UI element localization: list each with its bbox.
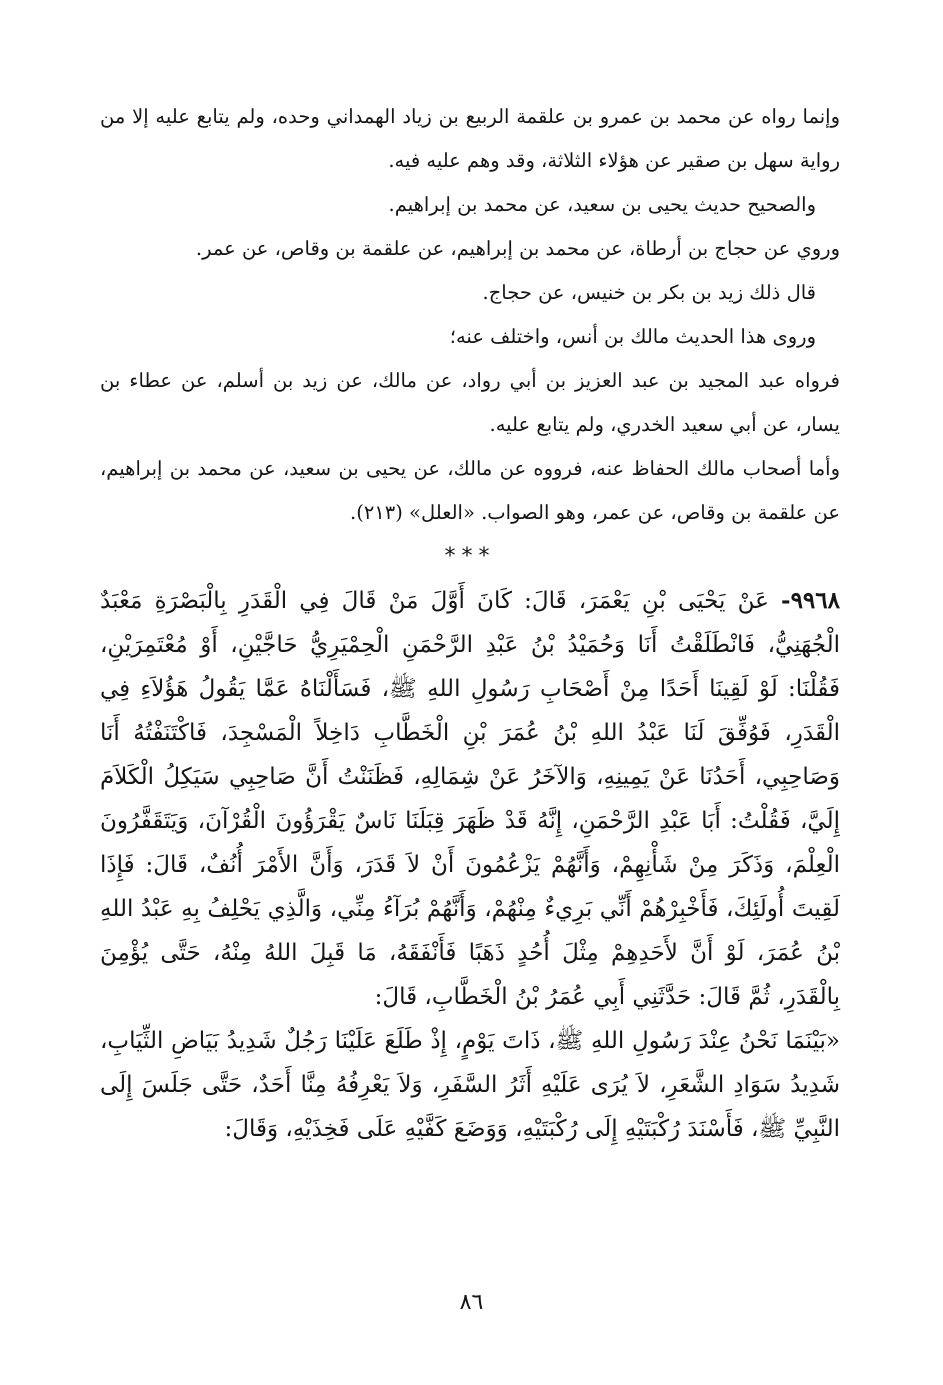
note-paragraph: قال ذلك زيد بن بكر بن خنيس، عن حجاج. [482,281,816,304]
note-paragraph: فرواه عبد المجيد بن عبد العزيز بن أبي رواد، عن مالك، عن زيد بن أسلم، عن عطاء بن يسار، عن أبي سعيد الخدري، ولم يتابع عليه. [100,369,840,436]
page-number: ٨٦ [459,1290,484,1315]
note-paragraph: والصحيح حديث يحيى بن سعيد، عن محمد بن إبراهيم. [388,193,816,216]
note-paragraph: وروي عن حجاج بن أرطاة، عن محمد بن إبراهيم، عن علقمة بن وقاص، عن عمر. [195,237,840,260]
note-paragraph: وأما أصحاب مالك الحفاظ عنه، فرووه عن مالك، عن يحيى بن سعيد، عن محمد بن إبراهيم، عن علقمة بن وقاص، عن عمر، وهو الصواب. «العلل» (٢١٣). [100,457,840,524]
section-separator: *** [444,544,496,569]
hadith-number: ٩٩٦٨- [781,587,840,614]
hadith-text: عَنْ يَحْيَى بْنِ يَعْمَرَ، قَالَ: كَانَ أَوَّلَ مَنْ قَالَ فِي الْقَدَرِ بِالْبَصْرَةِ مَعْبَدٌ الْجُهَنِيُّ، فَانْطَلَقْتُ أَنَا وَحُمَيْدُ بْنُ عَبْدِ الرَّحْمَنِ الْحِمْيَرِيُّ حَاجَّيْنِ، أَوْ مُعْتَمِرَيْنِ، فَقُلْنَا: لَوْ لَقِينَا أَحَدًا مِنْ أَصْحَابِ رَسُولِ اللهِ ﷺ، فَسَأَلْنَاهُ عَمَّا يَقُولُ هَؤُلاَءِ فِي الْقَدَرِ، فَوُفِّقَ لَنَا عَبْدُ اللهِ بْنُ عُمَرَ بْنِ الْخَطَّابِ دَاخِلاً الْمَسْجِدَ، فَاكْتَنَفْتُهُ أَنَا وَصَاحِبِي، أَحَدُنَا عَنْ يَمِينِهِ، وَالآخَرُ عَنْ شِمَالِهِ، فَظَنَنْتُ أَنَّ صَاحِبِي سَيَكِلُ الْكَلاَمَ إِلَيَّ، فَقُلْتُ: أَبَا عَبْدِ الرَّحْمَنِ، إِنَّهُ قَدْ ظَهَرَ قِبَلَنَا نَاسٌ يَقْرَؤُونَ الْقُرْآنَ، وَيَتَقَفَّرُونَ الْعِلْمَ، وَذَكَرَ مِنْ شَأْنِهِمْ، وَأَنَّهُمْ يَزْعُمُونَ أَنْ لاَ قَدَرَ، وَأَنَّ الأَمْرَ أُنُفٌ، قَالَ: فَإِذَا لَقِيتَ أُولَئِكَ، فَأَخْبِرْهُمْ أَنِّي بَرِيءٌ مِنْهُمْ، وَأَنَّهُمْ بُرَآءُ مِنِّي، وَالَّذِي يَحْلِفُ بِهِ عَبْدُ اللهِ بْنُ عُمَرَ، لَوْ أَنَّ لأَحَدِهِمْ مِثْلَ أُحُدٍ ذَهَبًا فَأَنْفَقَهُ، مَا قَبِلَ اللهُ مِنْهُ، حَتَّى يُؤْمِنَ بِالْقَدَرِ، ثُمَّ قَالَ: حَدَّثَنِي أَبِي عُمَرُ بْنُ الْخَطَّابِ، قَالَ: [100,588,840,1010]
hadith-paragraph [100,579,840,1019]
note-paragraph: وروى هذا الحديث مالك بن أنس، واختلف عنه؛ [449,325,816,348]
page-body [100,95,840,1375]
note-paragraph: وإنما رواه عن محمد بن عمرو بن علقمة الربيع بن زياد الهمداني وحده، ولم يتابع عليه إلا من رواية سهل بن صقير عن هؤلاء الثلاثة، وقد وهم عليه فيه. [100,105,840,172]
hadith-paragraph: «بَيْنَمَا نَحْنُ عِنْدَ رَسُولِ اللهِ ﷺ، ذَاتَ يَوْمٍ، إِذْ طَلَعَ عَلَيْنَا رَجُلٌ شَدِيدُ بَيَاضِ الثِّيَابِ، شَدِيدُ سَوَادِ الشَّعَرِ، لاَ يُرَى عَلَيْهِ أَثَرُ السَّفَرِ، وَلاَ يَعْرِفُهُ مِنَّا أَحَدٌ، حَتَّى جَلَسَ إِلَى النَّبِيِّ ﷺ، فَأَسْنَدَ رُكْبَتَيْهِ إِلَى رُكْبَتَيْهِ، وَوَضَعَ كَفَّيْهِ عَلَى فَخِذَيْهِ، وَقَالَ: [100,1028,840,1142]
